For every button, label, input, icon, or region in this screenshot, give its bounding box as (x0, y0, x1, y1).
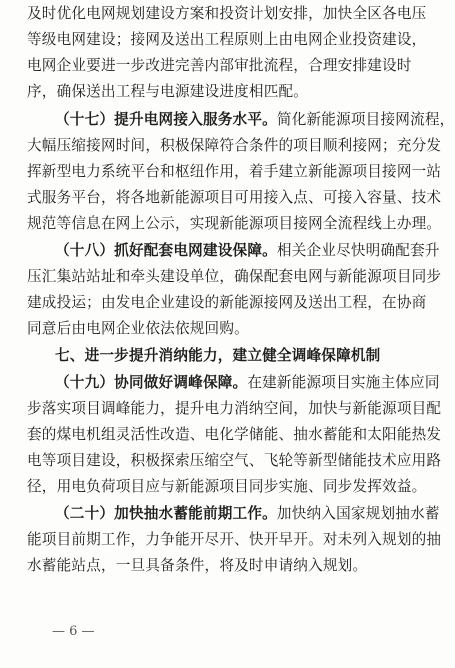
text-line: 步落实项目调峰能力，提升电力消纳空间，加快与新能源项目配 (27, 400, 442, 417)
text-line: 规范等信息在网上公示，实现新能源项目接网全流程线上办理。 (27, 215, 442, 232)
section-17-title: （十七）提升电网接入服务水平。 (55, 111, 277, 128)
text-line: 能项目前期工作，力争能开尽开、快开早开。对未列入规划的抽 (27, 531, 442, 548)
page-number: — 6 — (52, 624, 95, 639)
section-18-line (55, 241, 440, 261)
section-20-title: （二十）加快抽水蓄能前期工作。 (55, 505, 277, 522)
section-17-text: 简化新能源项目接网流程， (276, 111, 455, 128)
text-line: 及时优化电网规划建设方案和投资计划安排，加快全区各电压 (27, 5, 427, 22)
text-line: 水蓄能站点，一旦具备条件，将及时申请纳入规划。 (27, 557, 368, 574)
section-19-line (55, 373, 440, 393)
section-18-title: （十八）抓好配套电网建设保障。 (55, 242, 277, 259)
section-20-text: 加快纳入国家规划抽水蓄 (276, 505, 440, 522)
section-heading: 七、进一步提升消纳能力，建立健全调峰保障机制 (55, 347, 381, 364)
text-line: 等级电网建设；接网及送出工程原则上由电网企业投资建设， (27, 31, 427, 48)
text-line: 压汇集站站址和牵头建设单位，确保配套电网与新能源项目同步 (27, 268, 442, 285)
section-19-title: （十九）协同做好调峰保障。 (55, 374, 248, 391)
section-18-text: 相关企业尽快明确配套升 (276, 242, 440, 259)
text-line: 径，用电负荷项目应与新能源项目同步实施、同步发挥效益。 (27, 478, 427, 495)
text-line: 式服务平台，将各地新能源项目可用接入点、可接入容量、技术 (27, 189, 442, 206)
section-19-text: 在建新能源项目实施主体应同 (247, 374, 440, 391)
text-line: 大幅压缩接网时间，积极保障符合条件的项目顺利接网；充分发 (27, 137, 442, 154)
text-line: 挥新型电力系统平台和枢纽作用，着手建立新能源项目接网一站 (27, 163, 442, 180)
text-line: 序，确保送出工程与电源建设进度相匹配。 (27, 83, 309, 100)
section-17-line (55, 110, 455, 130)
text-line: 电等项目建设，积极探索压缩空气、飞轮等新型储能技术应用路 (27, 452, 442, 469)
text-line: 同意后由电网企业依法依规回购。 (27, 320, 249, 337)
text-line: 电网企业要进一步改进完善内部审批流程，合理安排建设时 (27, 57, 412, 74)
section-20-line (55, 504, 440, 524)
text-line: 建成投运；由发电企业建设的新能源接网及送出工程，在协商 (27, 294, 427, 311)
text-line: 套的煤电机组灵活性改造、电化学储能、抽水蓄能和太阳能热发 (27, 426, 442, 443)
